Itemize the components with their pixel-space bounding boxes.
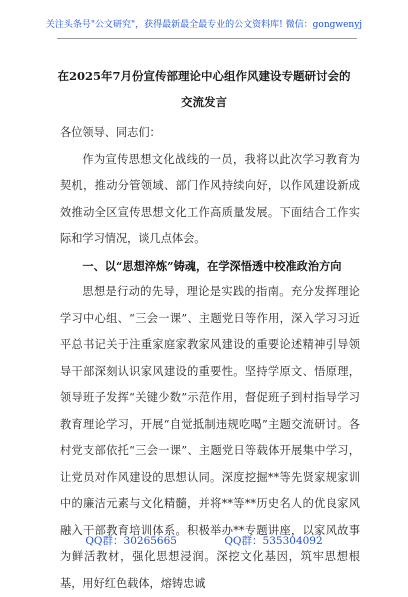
document-title xyxy=(40,63,368,115)
qq-group-1: QQ群：30265665 xyxy=(85,535,177,547)
header-divider xyxy=(57,38,357,39)
footer-contacts xyxy=(0,533,408,548)
section-paragraph: 思想是行动的先导，理论是实践的指南。充分发挥理论学习中心组、“三会一课”、主题党日等作用，深入学习习近平总书记关于注重家庭家教家风建设的重要论述精神引导领导干部深刻认识家风建设的重要性。坚持学原文、悟原理，领导班子发挥“关键少数”示范作用，督促班子到村指导学习教育理论学习，开展“自觉抵制违规吃喝”主题交流研讨。各村党支部依托“三会一课”、主题党日等载体开展集中学习，让党员对作风建设的思想认同。深度挖掘**等先贤家规家训中的廉洁元素与文化精髓，并将**等**历史名人的优良家风融入干部教育培训体系。积极举办**专题讲座，以家风故事为鲜活教材，强化思想浸润。深挖文化基因，筑牢思想根基，用好红色载体，熔铸忠诚 xyxy=(60,285,360,590)
greeting: 各位领导、同志们： xyxy=(60,126,161,139)
title-line-2: 交流发言 xyxy=(181,95,227,109)
document-body xyxy=(60,120,360,597)
title-line-1: 在2025年7月份宣传部理论中心组作风建设专题研讨会的 xyxy=(57,69,351,83)
qq-group-2: QQ群：535304092 xyxy=(224,535,323,547)
intro-paragraph: 作为宣传思想文化战线的一员，我将以此次学习教育为契机，推动分管领域、部门作风持续向好，以作风建设新成效推动全区宣传思想文化工作高质量发展。下面结合工作实际和学习情况，谈几点体会。 xyxy=(60,152,360,245)
section-heading: 一、以“思想淬炼”铸魂，在学深悟透中校准政治方向 xyxy=(82,258,342,273)
header-notice: 关注头条号"公文研究"，获得最新最全最专业的公文资料库! 微信：gongwenyj xyxy=(45,20,363,30)
